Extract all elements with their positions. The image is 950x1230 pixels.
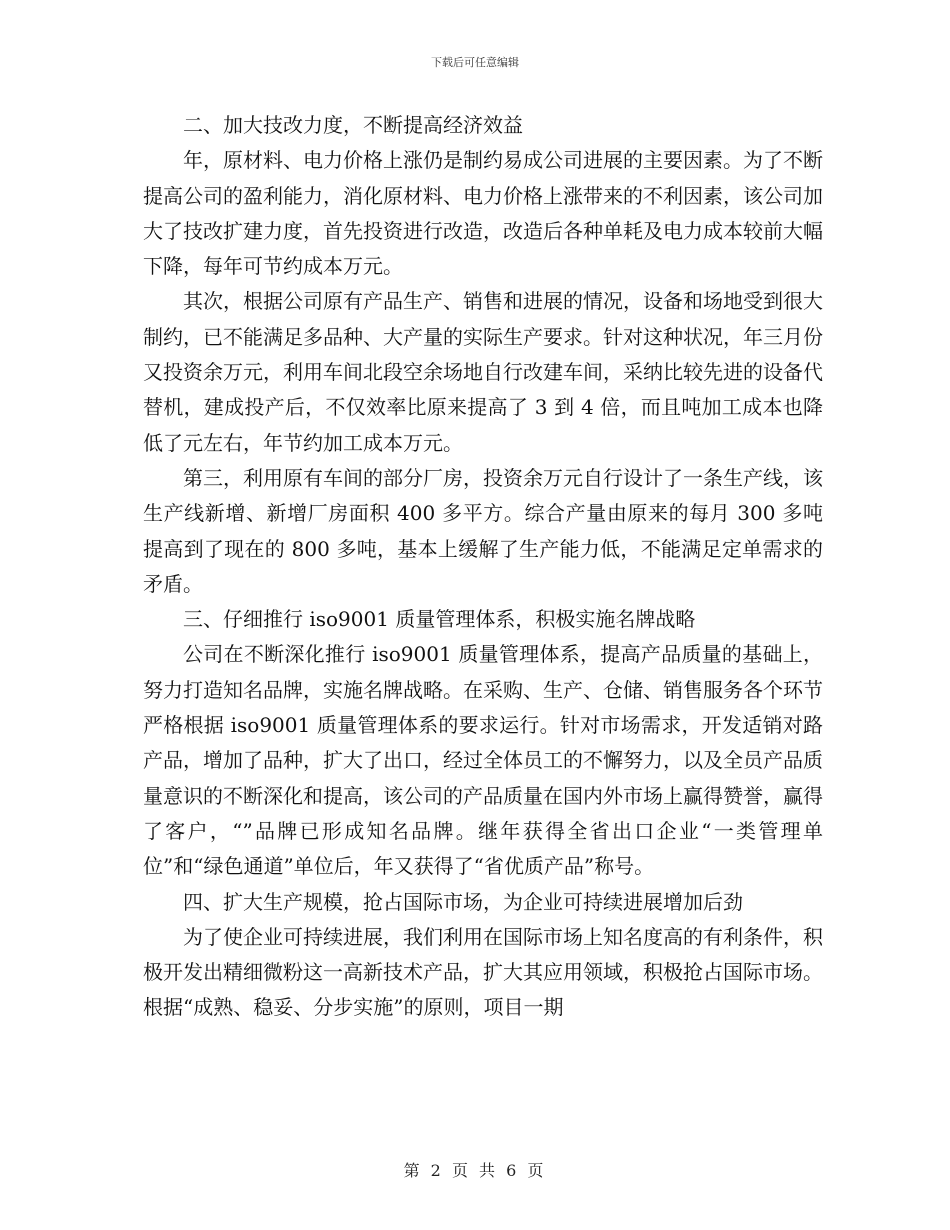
paragraph: 第三，利用原有车间的部分厂房，投资余万元自行设计了一条生产线，该生产线新增、新增厂房面积 400 多平方。综合产量由原来的每月 300 多吨提高到了现在的 800 多吨，基本上缓解了生产能力低，不能满足定单需求的矛盾。 [143,465,823,596]
paragraph: 公司在不断深化推行 iso9001 质量管理体系，提高产品质量的基础上，努力打造知名品牌，实施名牌战略。在采购、生产、仓储、销售服务各个环节严格根据 iso9001 质量管理体系的要求运行。针对市场需求，开发适销对路产品，增加了品种，扩大了出口，经过全体员工的不懈努力，以及全员产品质量意识的不断深化和提高，该公司的产品质量在国内外市场上赢得赞誉，赢得了客户，“”品牌已形成知名品牌。继年获得全省出口企业“一类管理单位”和“绿色通道”单位后，年又获得了“省优质产品”称号。 [143,642,823,879]
page-header: 下载后可任意编辑 [431,56,519,69]
section-heading-3: 三、仔细推行 iso9001 质量管理体系，积极实施名牌战略 [183,607,696,632]
paragraph: 其次，根据公司原有产品生产、销售和进展的情况，设备和场地受到很大制约，已不能满足多品种、大产量的实际生产要求。针对这种状况，年三月份又投资余万元，利用车间北段空余场地自行改建车间，采纳比较先进的设备代替机，建成投产后，不仅效率比原来提高了 3 到 4 倍，而且吨加工成本也降低了元左右，年节约加工成本万元。 [143,289,823,455]
document-body [143,108,823,1026]
section-heading-4: 四、扩大生产规模，抢占国际市场，为企业可持续进展增加后劲 [183,889,743,914]
paragraph: 为了使企业可持续进展，我们利用在国际市场上知名度高的有利条件，积极开发出精细微粉这一高新技术产品，扩大其应用领域，积极抢占国际市场。根据“成熟、稳妥、分步实施”的原则，项目一期 [143,924,823,1020]
section-heading-2: 二、加大技改力度，不断提高经济效益 [183,113,523,137]
paragraph: 年，原材料、电力价格上涨仍是制约易成公司进展的主要因素。为了不断提高公司的盈利能力，消化原材料、电力价格上涨带来的不利因素，该公司加大了技改扩建力度，首先投资进行改造，改造后各种单耗及电力成本较前大幅下降，每年可节约成本万元。 [143,148,823,279]
page-number-footer: 第 2 页 共 6 页 [403,1161,547,1180]
